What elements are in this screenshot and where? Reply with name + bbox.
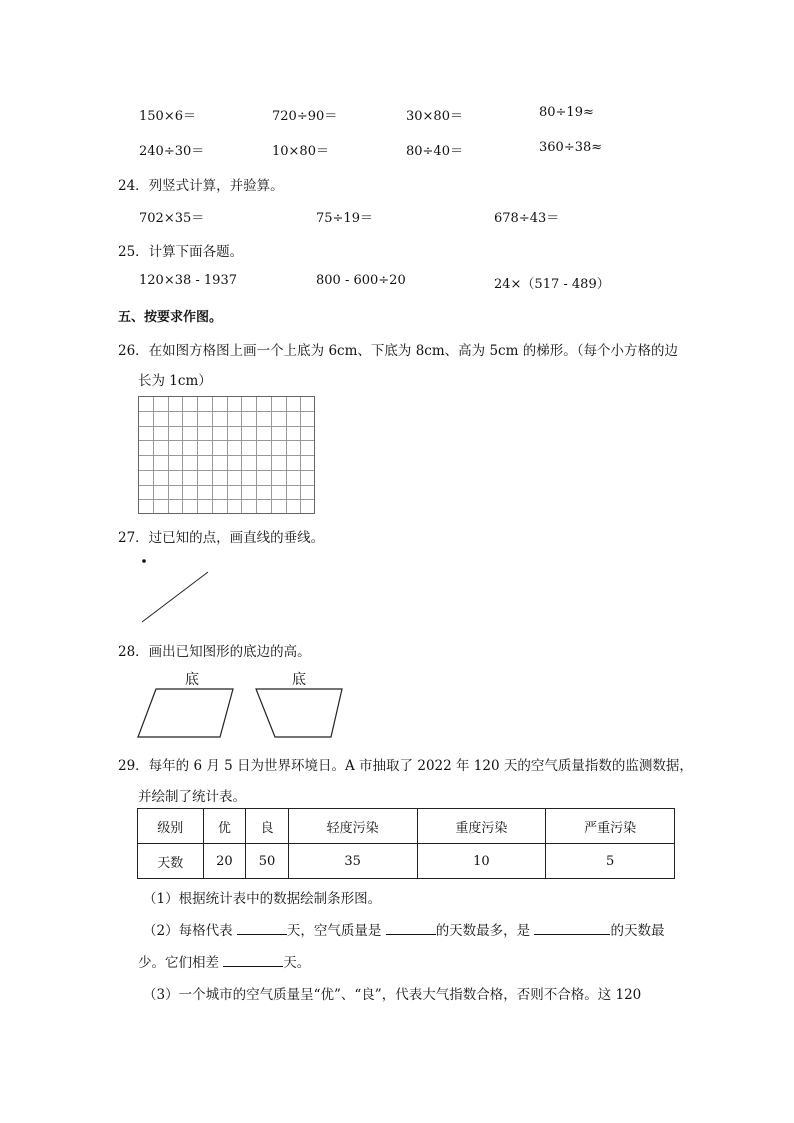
math-item: 10×80＝ (272, 144, 329, 159)
parallelogram-shape (138, 689, 233, 737)
table-cell: 50 (246, 844, 289, 879)
q29-sub-2-text: 天，空气质量是 (286, 923, 386, 939)
base-label-right: 底 (292, 672, 306, 688)
answer-blank[interactable] (223, 954, 283, 967)
table-cell: 良 (246, 809, 289, 844)
answer-blank[interactable] (386, 922, 436, 935)
math-item: 240÷30＝ (139, 144, 205, 159)
q25-item: 120×38 - 1937 (139, 273, 237, 288)
q29-sub-2-text: 的天数最 (610, 923, 665, 939)
math-item: 80÷19≈ (539, 105, 594, 120)
q29-sub-3: （3）一个城市的空气质量呈“优”、“良”，代表大气指数合格，否则不合格。这 120 (143, 987, 642, 1003)
table-cell: 35 (288, 844, 417, 879)
question-26-line-1: 26．在如图方格图上画一个上底为 6cm、下底为 8cm、高为 5cm 的梯形。（每个小方格的边 (118, 343, 678, 359)
q29-sub-2-line-2 (138, 951, 310, 971)
table-cell: 5 (546, 844, 675, 879)
section-5-title: 五、按要求作图。 (118, 310, 223, 325)
table-cell: 级别 (138, 809, 204, 844)
math-item: 30×80＝ (406, 109, 463, 124)
math-item: 720÷90＝ (272, 109, 338, 124)
q24-item: 678÷43＝ (494, 211, 560, 226)
q24-item: 702×35＝ (139, 211, 205, 226)
table-cell: 10 (417, 844, 546, 879)
q29-sub-1: （1）根据统计表中的数据绘制条形图。 (143, 891, 382, 907)
answer-blank[interactable] (237, 922, 287, 935)
table-row (138, 844, 675, 879)
table-cell: 严重污染 (546, 809, 675, 844)
question-25-title: 25．计算下面各题。 (118, 244, 244, 260)
question-29-line-1: 29．每年的 6 月 5 日为世界环境日。A 市抽取了 2022 年 120 天的空气质量指数的监测数据， (118, 758, 693, 774)
given-point (142, 559, 146, 563)
math-item: 150×6＝ (139, 109, 196, 124)
math-item: 360÷38≈ (539, 140, 603, 155)
base-label-left: 底 (185, 672, 199, 688)
q29-sub-2-text: 少。它们相差 (138, 955, 224, 971)
q29-sub-2-text: （2）每格代表 (143, 923, 237, 939)
table-cell: 20 (203, 844, 246, 879)
table-cell: 轻度污染 (288, 809, 417, 844)
question-28-title: 28．画出已知图形的底边的高。 (118, 644, 311, 660)
table-cell: 优 (203, 809, 246, 844)
answer-blank[interactable] (534, 922, 610, 935)
question-24-title: 24．列竖式计算，并验算。 (118, 178, 284, 194)
square-grid (138, 396, 315, 514)
q29-sub-2-line-1 (143, 919, 664, 939)
table-header-row (138, 809, 675, 844)
shapes-figure (136, 686, 346, 741)
q29-sub-2-text: 天。 (283, 955, 311, 971)
q25-item: 800 - 600÷20 (316, 273, 406, 288)
question-27-title: 27．过已知的点，画直线的垂线。 (118, 530, 325, 546)
question-26-line-2: 长为 1cm） (138, 373, 212, 389)
line-and-point-figure (138, 552, 218, 627)
air-quality-table (137, 808, 675, 879)
q24-item: 75÷19＝ (316, 211, 373, 226)
math-item: 80÷40＝ (406, 144, 463, 159)
question-29-line-2: 并绘制了统计表。 (138, 789, 246, 805)
q29-sub-2-text: 的天数最多，是 (435, 923, 535, 939)
given-line (142, 572, 208, 622)
table-cell: 天数 (138, 844, 204, 879)
trapezoid-shape (256, 689, 342, 737)
table-cell: 重度污染 (417, 809, 546, 844)
q25-item: 24×（517 - 489） (494, 277, 610, 292)
